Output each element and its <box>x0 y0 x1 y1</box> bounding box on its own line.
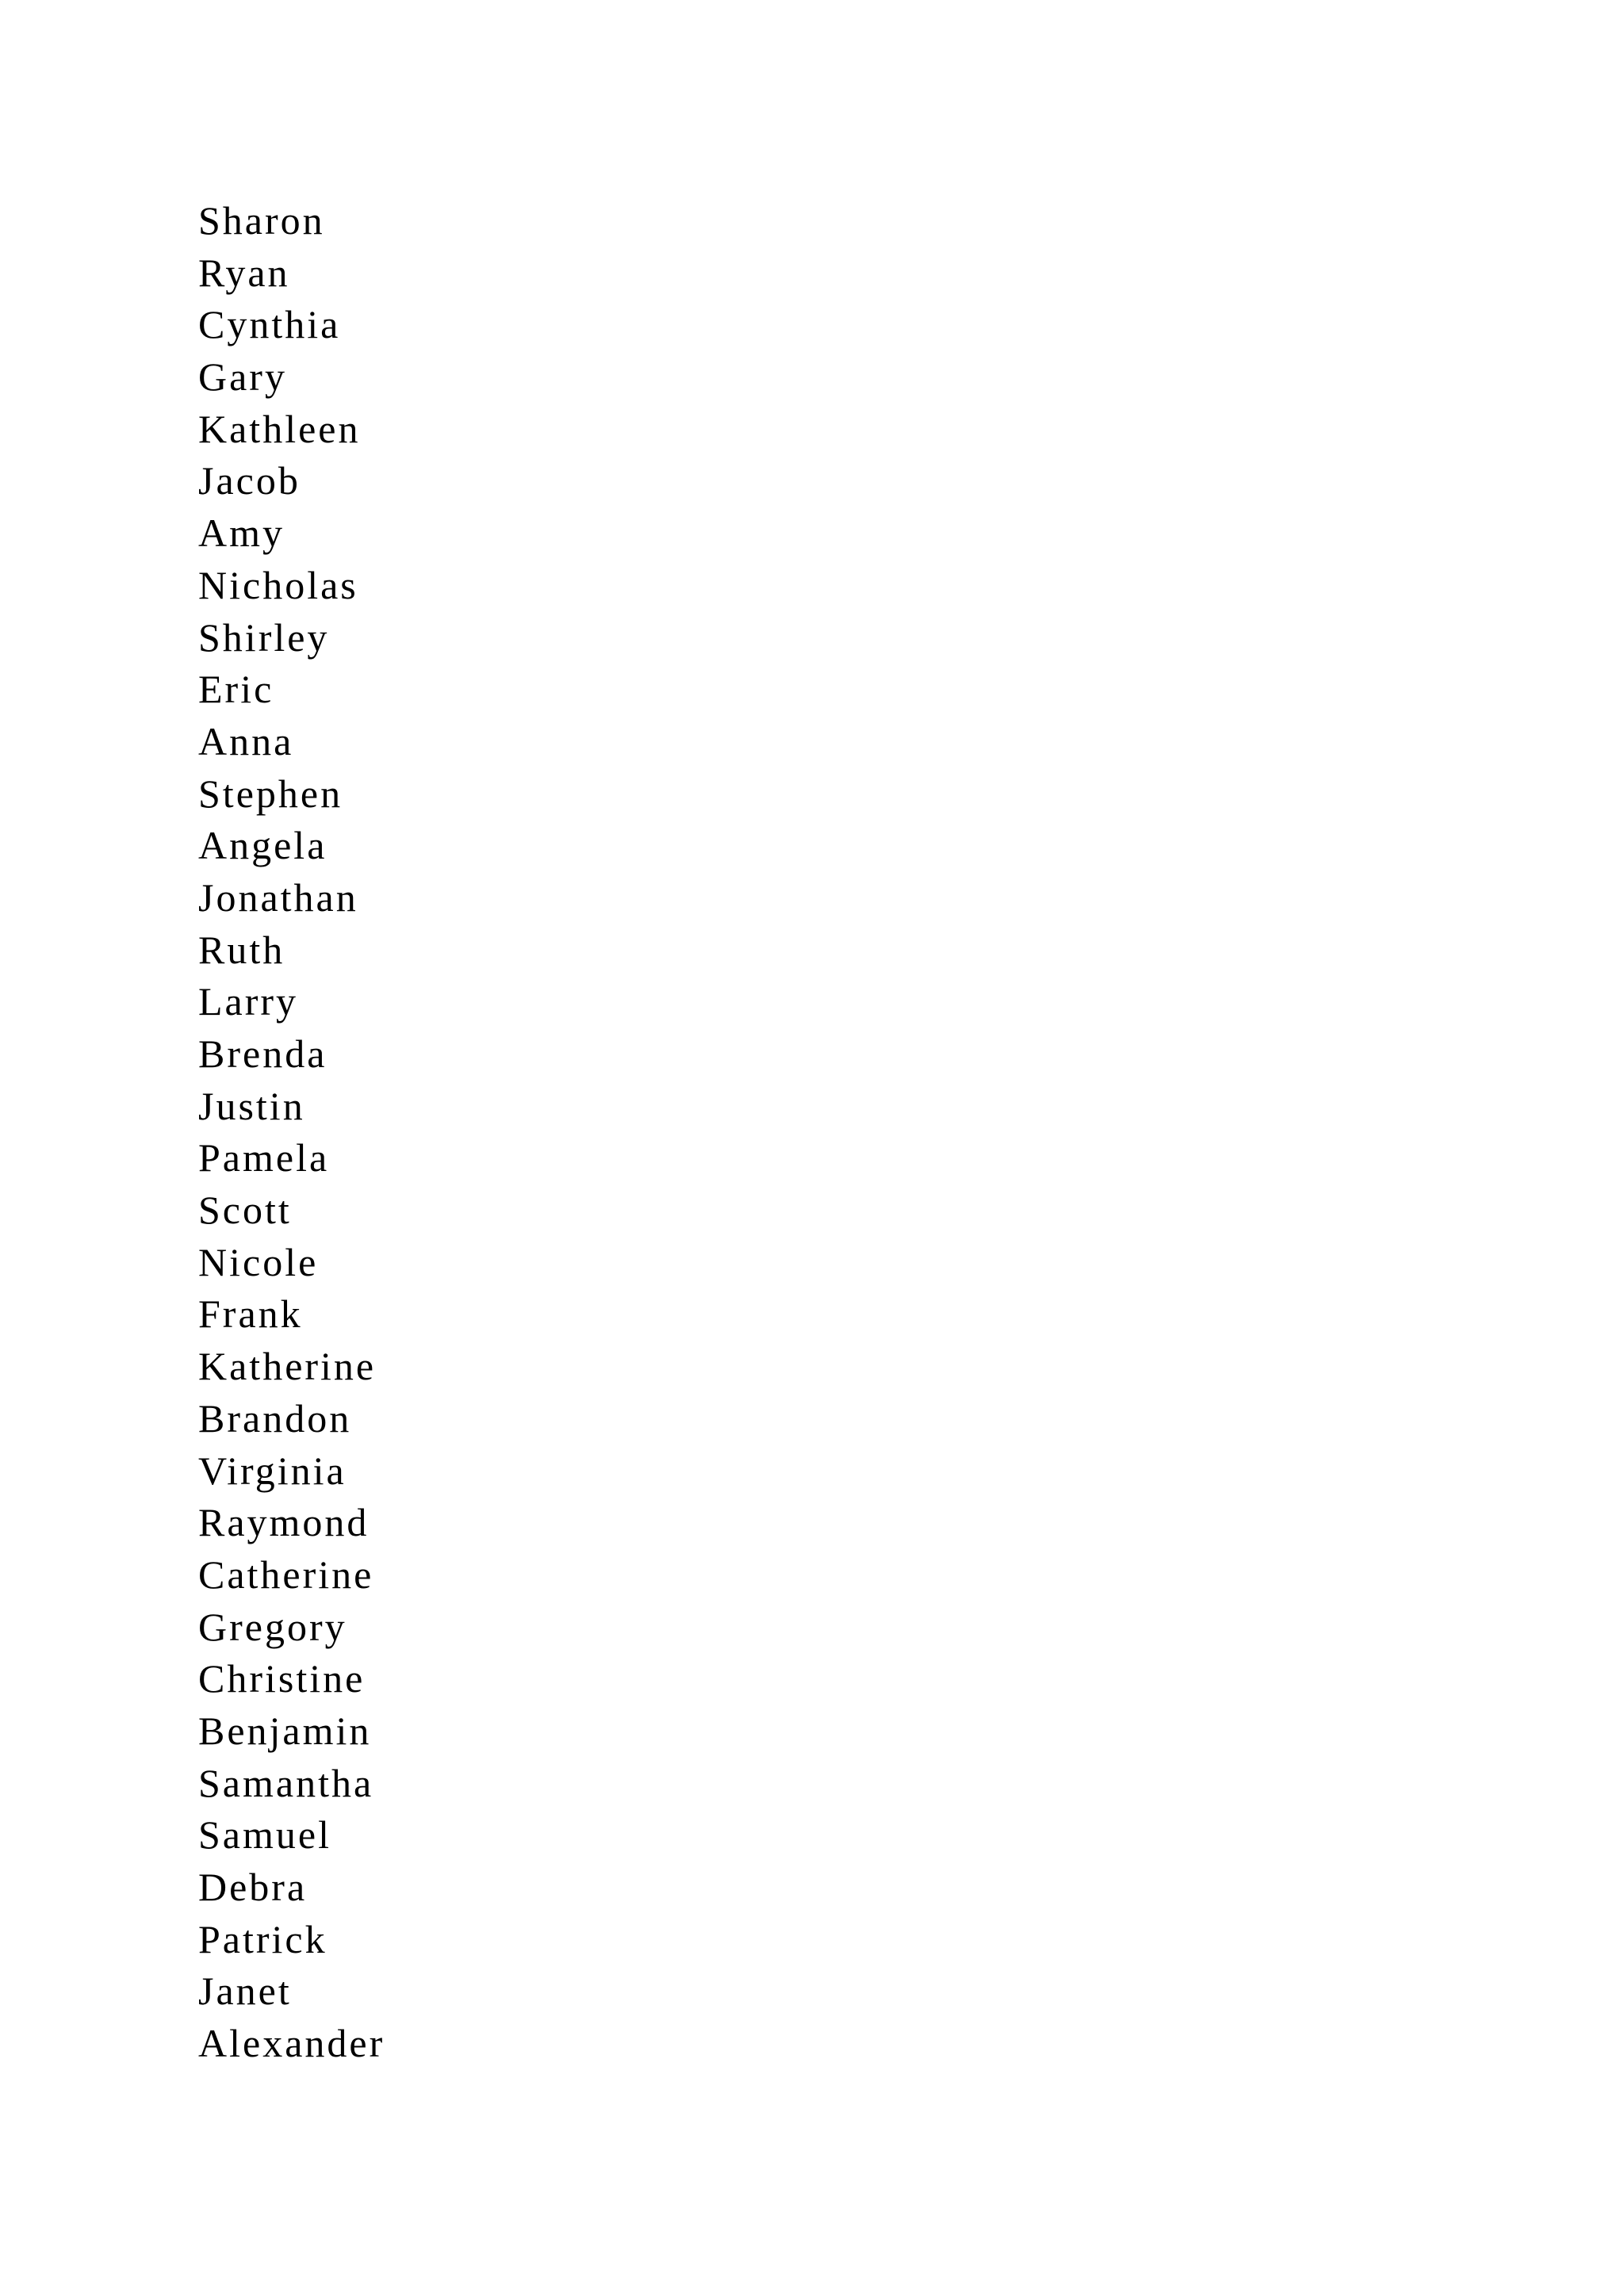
list-item: Virginia <box>198 1448 347 1493</box>
list-item: Samantha <box>198 1760 374 1805</box>
list-item: Anna <box>198 718 294 763</box>
list-item: Larry <box>198 979 299 1024</box>
list-item: Janet <box>198 1969 292 2014</box>
list-item: Debra <box>198 1865 308 1909</box>
list-item: Sharon <box>198 198 325 243</box>
list-item: Alexander <box>198 2021 385 2066</box>
list-item: Shirley <box>198 614 330 660</box>
list-item: Cynthia <box>198 302 341 347</box>
list-item: Raymond <box>198 1500 370 1545</box>
list-item: Amy <box>198 511 285 556</box>
list-item: Katherine <box>198 1344 377 1389</box>
list-item: Nicole <box>198 1239 319 1284</box>
list-item: Jonathan <box>198 874 358 920</box>
list-item: Gregory <box>198 1604 347 1649</box>
list-item: Jacob <box>198 458 301 503</box>
name-list <box>198 195 385 2070</box>
list-item: Stephen <box>198 771 343 816</box>
list-item: Angela <box>198 823 327 868</box>
list-item: Kathleen <box>198 406 361 451</box>
list-item: Nicholas <box>198 562 358 607</box>
list-item: Ruth <box>198 927 285 972</box>
list-item: Scott <box>198 1188 292 1233</box>
list-item: Gary <box>198 354 287 400</box>
list-item: Justin <box>198 1083 305 1128</box>
list-item: Pamela <box>198 1135 330 1181</box>
list-item: Brenda <box>198 1031 327 1076</box>
list-item: Samuel <box>198 1812 331 1858</box>
list-item: Brandon <box>198 1395 352 1441</box>
list-item: Eric <box>198 667 274 712</box>
list-item: Ryan <box>198 250 290 295</box>
list-item: Benjamin <box>198 1708 372 1753</box>
list-item: Catherine <box>198 1552 374 1597</box>
list-item: Patrick <box>198 1916 327 1961</box>
list-item: Frank <box>198 1292 303 1337</box>
list-item: Christine <box>198 1656 366 1701</box>
